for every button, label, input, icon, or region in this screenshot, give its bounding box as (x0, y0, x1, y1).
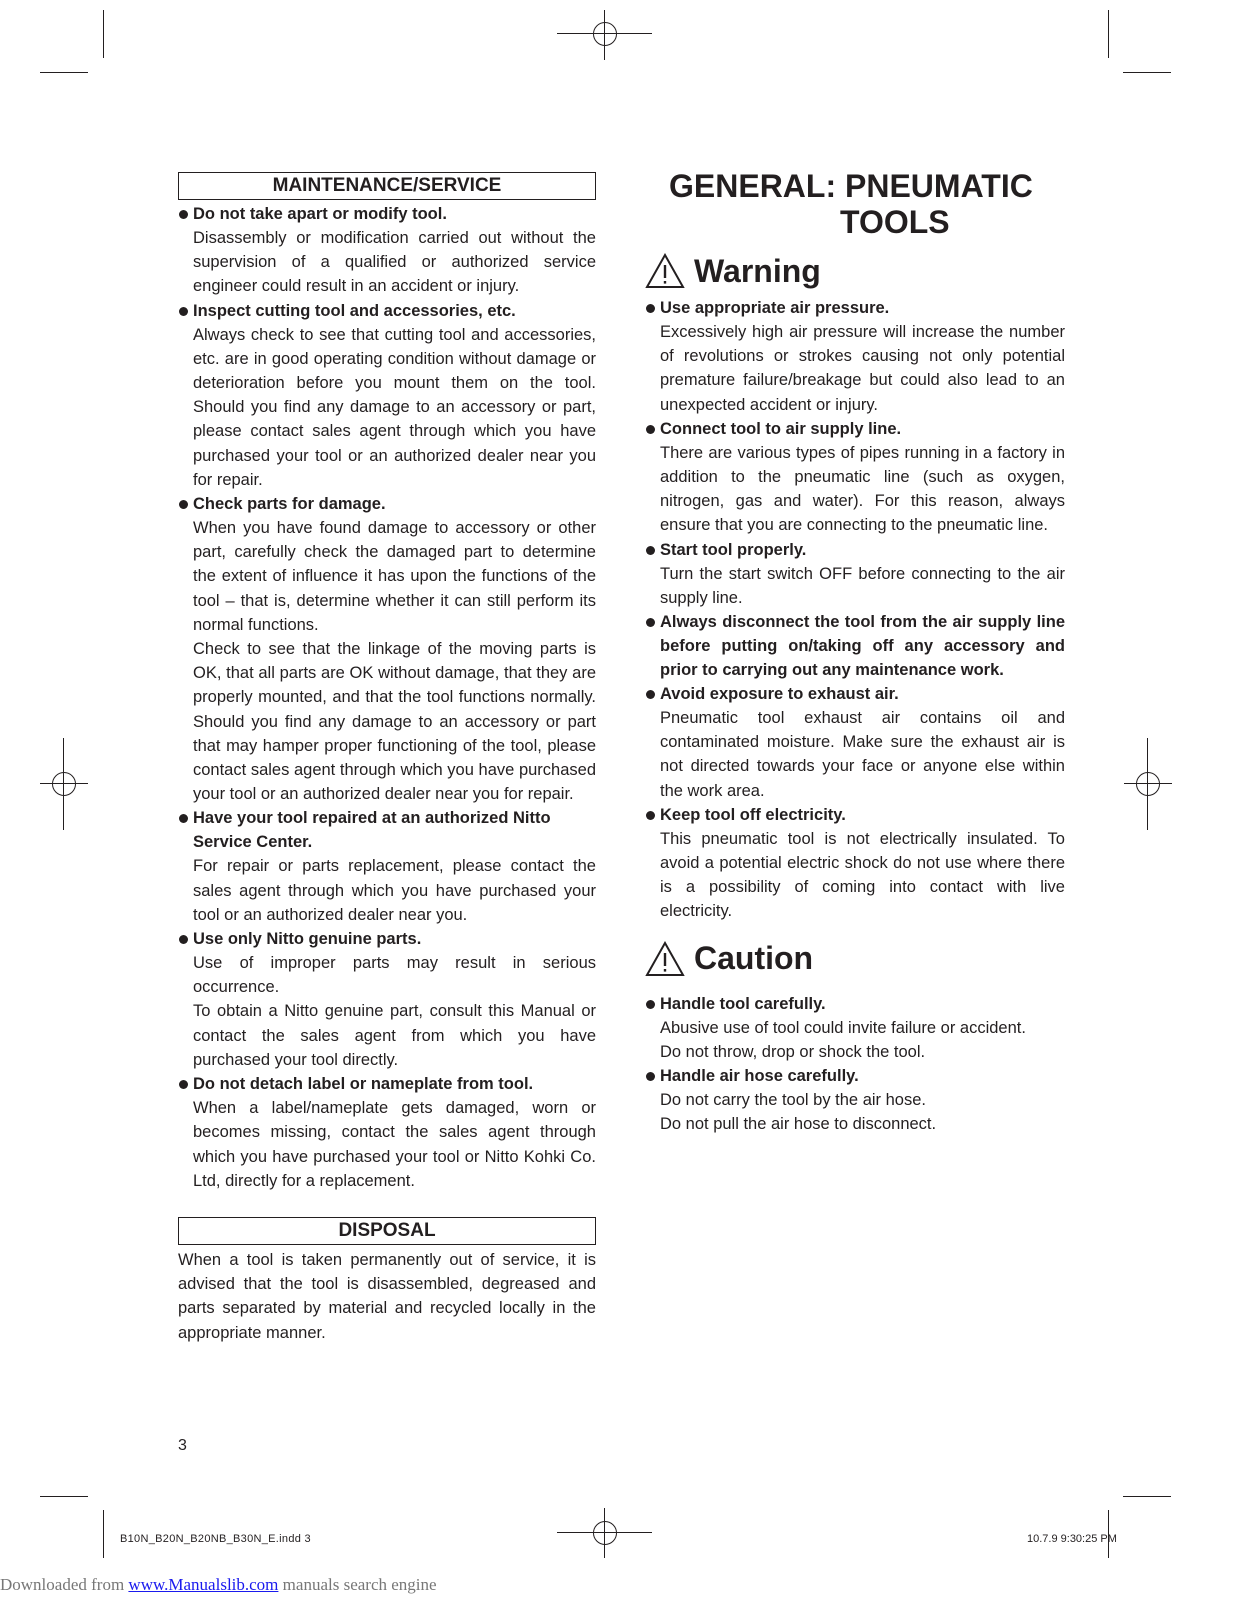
bullet-icon (646, 811, 655, 820)
item-title: Handle tool carefully. (660, 994, 826, 1013)
item-text: Turn the start switch OFF before connecting to the air supply line. (660, 564, 1065, 607)
general-title (645, 168, 1065, 240)
caution-heading (645, 934, 1065, 984)
bullet-icon (179, 1080, 188, 1089)
item-text: When a label/nameplate gets damaged, worn or becomes missing, contact the sales agent through which you have purchased your tool or Nitto Kohki Co. Ltd, directly for a replacement. (193, 1099, 596, 1190)
item-title: Handle air hose carefully. (660, 1067, 859, 1086)
bullet-icon (179, 500, 188, 509)
warning-heading (645, 246, 1065, 296)
item-text: Disassembly or modification carried out without the supervision of a qualified or authorized service engineer could result in an accident or injury. (193, 229, 596, 296)
item-text: Check to see that the linkage of the moving parts is OK, that all parts are OK without damage, that they are properly mounted, and that the tool functions normally. Should you find any damage to an accessory or part that may hamper proper functioning of the tool, please contact sales agent through which you have purchased your tool or an authorized dealer near you for repair. (193, 640, 596, 804)
list-item (645, 803, 1065, 924)
item-text: There are various types of pipes running in a factory in addition to the pneumatic line (such as oxygen, nitrogen, gas and water). For this reason, always ensure that you are connecting to the pneumatic line. (660, 443, 1065, 535)
item-title: Keep tool off electricity. (660, 805, 846, 824)
caution-label: Caution (694, 940, 814, 977)
item-title: Always disconnect the tool from the air supply line before putting on/taking off any accessory and prior to carrying out any maintenance work. (660, 613, 1065, 680)
bullet-icon (646, 1000, 655, 1009)
list-item (178, 492, 596, 806)
bullet-icon (179, 814, 188, 823)
list-item (178, 1072, 596, 1193)
bullet-icon (179, 935, 188, 944)
item-title: Inspect cutting tool and accessories, etc. (193, 301, 516, 320)
list-item (178, 202, 596, 299)
item-text: When you have found damage to accessory or other part, carefully check the damaged part to determine the extent of influence it has upon the functions of the tool – that is, determine whether it can still perform its normal functions. (193, 519, 596, 634)
bullet-icon (179, 307, 188, 316)
item-text: For repair or parts replacement, please contact the sales agent through which you have purchased your tool or an authorized dealer near you. (193, 857, 596, 924)
item-text: Excessively high air pressure will increase the number of revolutions or strokes causing not only potential premature failure/breakage but could also lead to an unexpected accident or injury. (660, 323, 1065, 414)
download-prefix: Downloaded from (0, 1575, 129, 1594)
item-text: Pneumatic tool exhaust air contains oil and contaminated moisture. Make sure the exhaust air is not directed towards your face or anyone else within the work area. (660, 709, 1065, 800)
item-title: Start tool properly. (660, 540, 807, 559)
list-item (178, 927, 596, 1072)
footer-filename: B10N_B20N_B20NB_B30N_E.indd 3 (120, 1533, 311, 1545)
list-item (178, 806, 596, 927)
bullet-icon (179, 210, 188, 219)
list-item (645, 538, 1065, 610)
download-suffix: manuals search engine (278, 1575, 437, 1594)
bullet-icon (646, 1072, 655, 1081)
item-title: Do not detach label or nameplate from tool. (193, 1075, 534, 1094)
item-title: Have your tool repaired at an authorized Nitto Service Center. (193, 809, 551, 852)
bullet-icon (646, 690, 655, 699)
item-text: To obtain a Nitto genuine part, consult this Manual or contact the sales agent from which you have purchased your tool directly. (193, 1002, 596, 1069)
item-title: Connect tool to air supply line. (660, 419, 902, 438)
item-text: Do not carry the tool by the air hose. (660, 1091, 926, 1110)
right-column (645, 168, 1065, 1136)
list-item (645, 417, 1065, 538)
page-number: 3 (178, 1437, 187, 1454)
general-title-line1: GENERAL: PNEUMATIC (669, 168, 1033, 204)
item-title: Do not take apart or modify tool. (193, 205, 447, 223)
item-text: Abusive use of tool could invite failure or accident. (660, 1018, 1026, 1037)
footer-datetime: 10.7.9 9:30:25 PM (1027, 1533, 1117, 1545)
list-item (645, 682, 1065, 803)
list-item (178, 299, 596, 492)
item-text: Do not throw, drop or shock the tool. (660, 1042, 926, 1061)
bullet-icon (646, 546, 655, 555)
warning-triangle-icon (645, 253, 685, 289)
bullet-icon (646, 425, 655, 434)
item-text: Use of improper parts may result in serious occurrence. (193, 954, 596, 997)
item-title: Avoid exposure to exhaust air. (660, 685, 899, 704)
disposal-text: When a tool is taken permanently out of service, it is advised that the tool is disassembled, degreased and parts separated by material and recycled locally in the appropriate manner. (178, 1250, 596, 1342)
list-item (645, 1064, 1065, 1136)
warning-list (645, 296, 1065, 924)
caution-list (645, 992, 1065, 1137)
general-title-line2: TOOLS (840, 204, 950, 240)
item-title: Use appropriate air pressure. (660, 299, 890, 317)
caution-triangle-icon (645, 941, 685, 977)
bullet-icon (646, 618, 655, 627)
item-text: Always check to see that cutting tool and accessories, etc. are in good operating condition without damage or deterioration before you mount them on the tool. Should you find any damage to an accessory or part, please contact sales agent through which you have purchased your tool or an authorized dealer near you for repair. (193, 325, 596, 489)
maintenance-list (178, 202, 596, 1193)
disposal-heading: DISPOSAL (178, 1217, 596, 1245)
bullet-icon (646, 304, 655, 313)
item-text: Do not pull the air hose to disconnect. (660, 1115, 937, 1134)
download-notice (0, 1575, 437, 1595)
list-item (645, 296, 1065, 417)
left-column (178, 172, 596, 1345)
warning-label: Warning (694, 252, 821, 289)
manualslib-link[interactable]: www.Manualslib.com (128, 1575, 279, 1594)
item-text: This pneumatic tool is not electrically insulated. To avoid a potential electric shock do not use where there is a possibility of coming into contact with live electricity. (660, 829, 1065, 921)
item-title: Check parts for damage. (193, 495, 386, 514)
maintenance-heading: MAINTENANCE/SERVICE (178, 172, 596, 200)
list-item (645, 610, 1065, 682)
item-title: Use only Nitto genuine parts. (193, 930, 422, 949)
list-item (645, 992, 1065, 1064)
